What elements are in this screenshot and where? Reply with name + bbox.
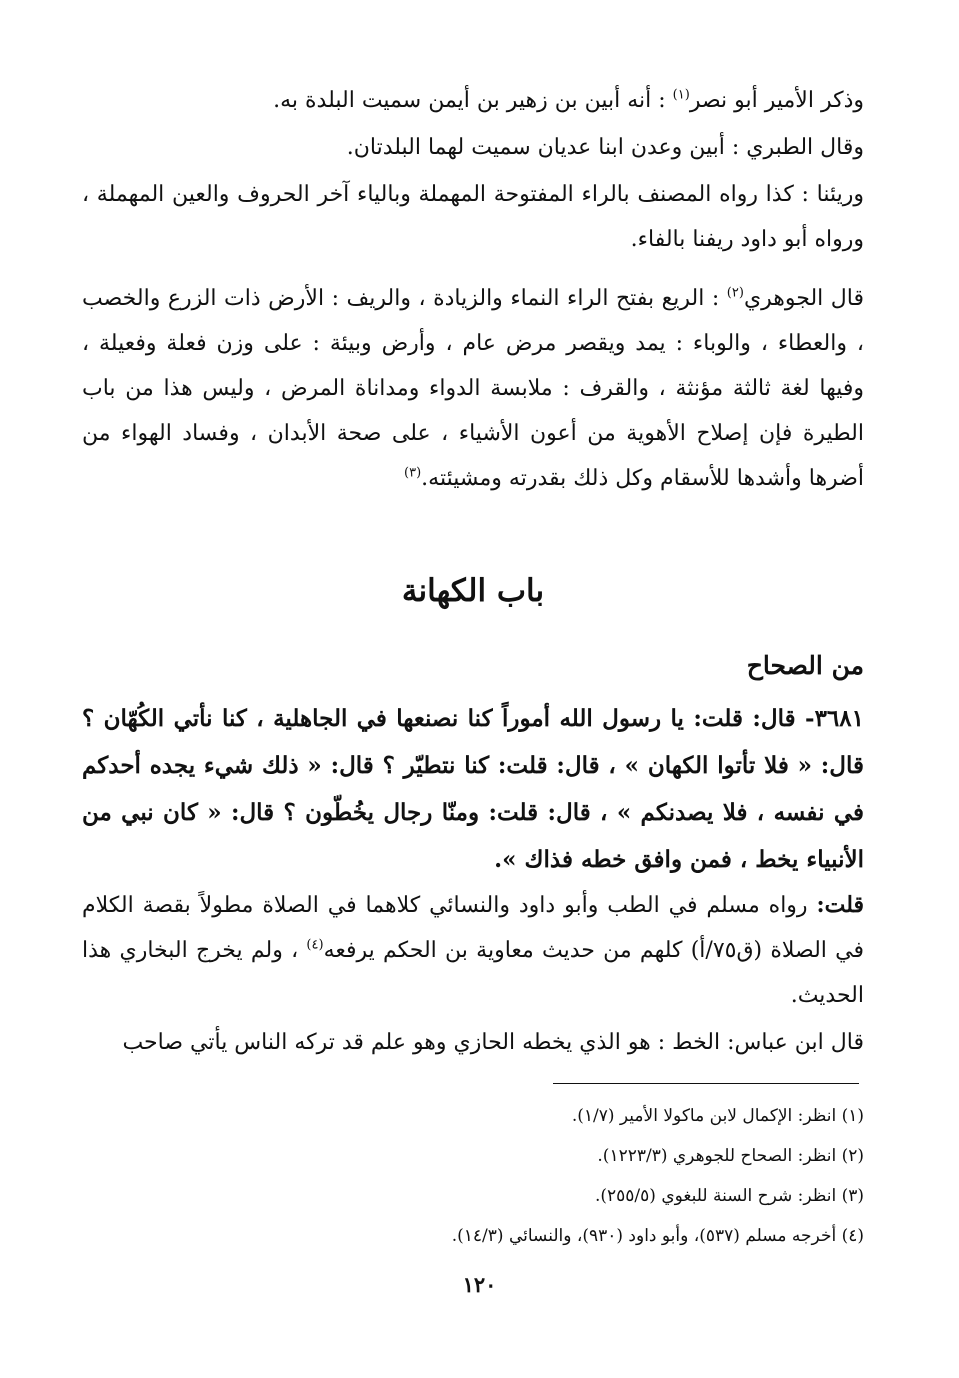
section-subtitle: من الصحاح [746,651,864,680]
paragraph-rayna: وريئنا : كذا رواه المصنف بالراء المفتوحة المهملة وبالياء آخر الحروف والعين المهملة ، ورواه أبو داود ريفنا بالفاء. [82,182,864,252]
footnote-ref-4[interactable]: (٤) [306,937,324,953]
paragraph-tabari: وقال الطبري : أبين وعدن ابنا عديان سميت لهما البلدتان. [346,135,864,160]
paragraph-jawhari [82,276,864,501]
spacer [82,262,864,276]
paragraph-abu-nasr [82,78,864,123]
hadith-text: ٣٦٨١- قال: قلت: يا رسول الله أموراً كنا نصنعها في الجاهلية ، كنا نأتي الكُهّان ؟ قال: « فلا تأتوا الكهان » ، قال: قلت: كنا نتطيّر ؟ قال: « ذلك شيء يجده أحدكم في نفسه ، فلا يصدنكم » ، قال: قلت: ومنّا رجال يخُطّون ؟ قال: « كان نبي من الأنبياء يخط ، فمن وافق خطه فذاك ». [82,705,864,873]
text: قال الجوهري [743,286,864,311]
section-title: باب الكهانة [401,573,545,609]
footnotes [82,1096,864,1256]
footnote-2: (٢) انظر: الصحاح للجوهري (١٢٢٣/٣). [597,1146,864,1166]
text: رواه مسلم في الطب وأبو داود والنسائي كلاهما في الصلاة مطولاً بقصة الكلام في الصلاة (ق٧٥/أ) كلهم من حديث معاوية بن الحكم يرفعه [82,893,865,963]
note-lead: قلت: [816,892,864,918]
page-number: ١٢٠ [462,1272,497,1297]
footnote-divider [553,1083,859,1084]
footnote-1: (١) انظر: الإكمال لابن ماكولا الأمير (١/٧). [571,1106,864,1126]
footnote-4: (٤) أخرجه مسلم (٥٣٧)، وأبو داود (٩٣٠)، والنسائي (١٤/٣). [451,1226,864,1246]
paragraph-note [82,883,864,1018]
footnote-3: (٣) انظر: شرح السنة للبغوي (٢٥٥/٥). [594,1186,864,1206]
text: وذكر الأمير أبو نصر [689,88,864,113]
paragraph-ibn-abbas: قال ابن عباس: الخط : هو الذي يخطه الحازي وهو علم قد تركه الناس يأتي صاحب [122,1030,864,1055]
footnote-ref-2[interactable]: (٢) [726,285,744,301]
footnote-ref-1[interactable]: (١) [672,87,690,103]
text: ، ولم يخرج البخاري هذا الحديث. [82,938,864,1008]
text: : الريع بفتح الراء النماء والزيادة ، والريف : الأرض ذات الزرع والخصب ، والعطاء ، والوباء : يمد ويقصر مرض عام ، وأرض وبيئة : على وزن فعلة وفعيلة ، وفيها لغة ثالثة مؤنثة ، والقرف : ملابسة الدواء ومداناة المرض ، وليس هذا من باب الطيرة فإن إصلاح الأهوية من أعون الأشياء ، على صحة الأبدان ، وفساد الهواء من أضرها وأشدها للأسقام وكل ذلك بقدرته ومشيئته. [82,286,864,491]
text: : أنه أبين بن زهير بن أيمن سميت البلدة به. [273,88,673,113]
footnote-ref-3[interactable]: (٣) [404,465,422,481]
